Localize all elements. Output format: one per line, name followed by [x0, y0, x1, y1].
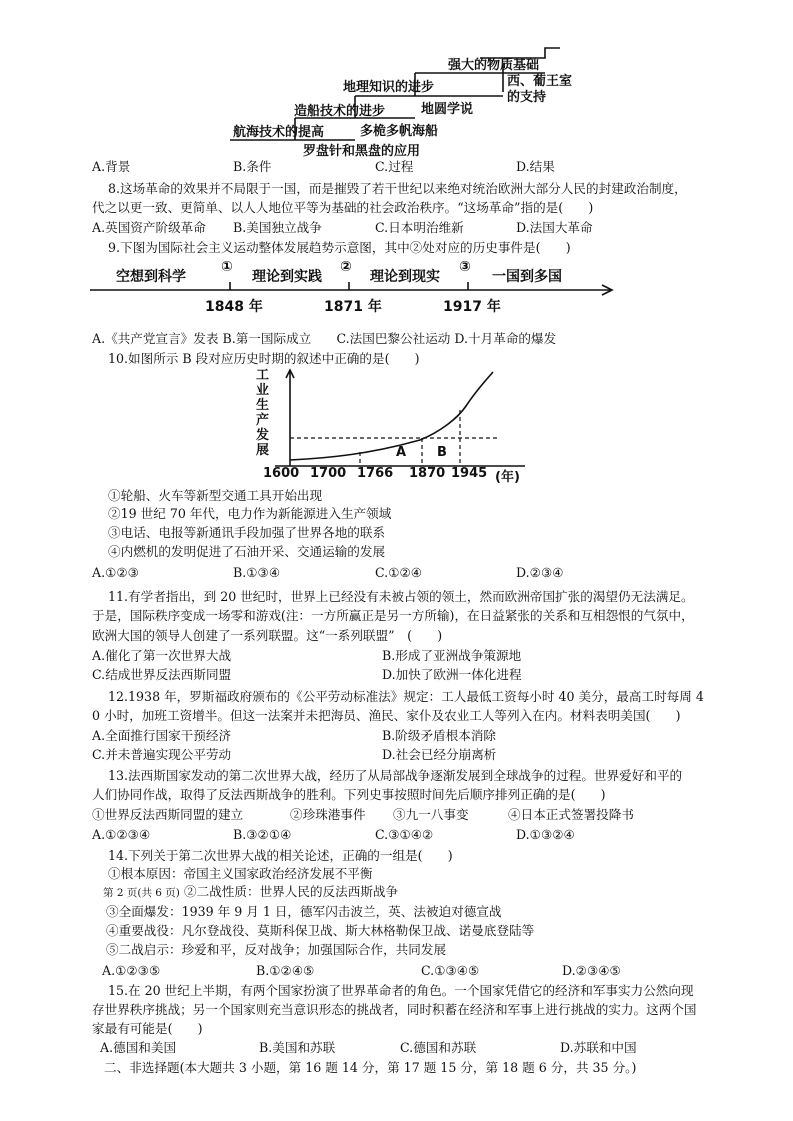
q9-options: A.《共产党宣言》发表 B.第一国际成立 C.法国巴黎公社运动 D.十月革命的爆发 — [92, 331, 557, 346]
growth-curve — [290, 372, 493, 460]
q15-stem-line2: 存世界秩序挑战；另一个国家则充当意识形态的挑战者，同时积蓄在经济和军事上进行挑战的实力。这两个国 — [92, 1002, 697, 1017]
q12-option-a: A.全面推行国家干预经济 — [92, 728, 232, 743]
q13-option-c: C.③①④② — [375, 827, 434, 842]
q13-option-a: A.①②③④ — [92, 827, 151, 842]
mark-2: ② — [340, 259, 352, 275]
stage-1: 空想到科学 — [116, 269, 186, 285]
q12-option-d: D.社会已经分崩离析 — [382, 747, 497, 762]
q12-option-c: C.并未普遍实现公平劳动 — [92, 747, 232, 762]
q13-item-1: ①世界反法西斯同盟的建立 — [92, 807, 244, 822]
q10-stem: 10.如图所示 B 段对应历史时期的叙述中正确的是( ) — [108, 351, 420, 366]
stair-step-2b: 西、葡王室 — [507, 74, 573, 89]
stage-4: 一国到多国 — [492, 269, 562, 285]
q14-item-3: ③全面爆发：1939 年 9 月 1 日，德军闪击波兰，英、法被迫对德宣战 — [106, 904, 502, 919]
q13-option-d: D.①③②④ — [516, 827, 575, 842]
q13-option-b: B.③②①④ — [233, 827, 292, 842]
mark-1: ① — [221, 259, 233, 275]
q11-option-a: A.催化了第一次世界大战 — [92, 648, 232, 663]
q12-stem-line1: 12.1938 年，罗斯福政府颁布的《公平劳动标准法》规定：工人最低工资每小时 40 美分，最高工时每周 4 — [108, 689, 704, 704]
xtick-1700: 1700 — [310, 466, 347, 481]
q11-option-c: C.结成世界反法西斯同盟 — [92, 667, 232, 682]
stair-step-3: 造船技术的进步 — [294, 104, 386, 119]
q15-option-d: D.苏联和中国 — [560, 1040, 637, 1055]
q10-option-b: B.①③④ — [233, 565, 281, 580]
stair-step-1: 强大的物质基础 — [448, 58, 540, 73]
q10-item-1: ①轮船、火车等新型交通工具开始出现 — [108, 488, 323, 503]
q14-stem: 14.下列关于第二次世界大战的相关论述，正确的一组是( ) — [108, 848, 453, 863]
q10-item-4: ④内燃机的发明促进了石油开采、交通运输的发展 — [108, 544, 386, 559]
stair-step-4: 航海技术的提高 — [233, 125, 325, 140]
year-1917: 1917 年 — [443, 299, 501, 315]
stage-2: 理论到实践 — [252, 269, 322, 285]
xunit: (年) — [495, 470, 520, 485]
stage-3: 理论到现实 — [370, 269, 440, 285]
q14-option-a: A.①②③⑤ — [102, 963, 161, 978]
chart-ylabel: 工业生产发展 — [256, 368, 270, 458]
q7-option-a: A.背景 — [92, 159, 131, 174]
q11-option-b: B.形成了亚洲战争策源地 — [382, 648, 522, 663]
segment-b-label: B — [437, 445, 447, 460]
stair-step-2: 地理知识的进步 — [343, 80, 435, 95]
q11-option-d: D.加快了欧洲一体化进程 — [382, 667, 522, 682]
q8-stem-line1: 8.这场革命的效果并不局限于一国，而是摧毁了若干世纪以来绝对统治欧洲大部分人民的封建政治制度， — [108, 181, 687, 196]
stair-step-5: 罗盘针和黑盘的应用 — [303, 144, 421, 159]
q14-item-1: ①根本原因：帝国主义国家政治经济发展不平衡 — [108, 866, 373, 881]
q8-option-d: D.法国大革命 — [516, 220, 593, 235]
q8-option-c: C.日本明治维新 — [375, 220, 464, 235]
q11-stem-line3: 欧洲大国的领导人创建了一系列联盟。这“一系列联盟” ( ) — [92, 628, 443, 643]
q15-option-c: C.德国和苏联 — [400, 1040, 477, 1055]
q14-option-c: C.①③④⑤ — [421, 963, 480, 978]
q14-item-4: ④重要战役：凡尔登战役、莫斯科保卫战、斯大林格勒保卫战、诺曼底登陆等 — [106, 923, 535, 938]
segment-a-label: A — [396, 445, 407, 460]
q10-option-a: A.①②③ — [92, 565, 139, 580]
q13-item-4: ④日本正式签署投降书 — [508, 807, 634, 822]
stair-step-2c: 的支持 — [507, 90, 547, 105]
q9-stem: 9.下图为国际社会主义运动整体发展趋势示意图，其中②处对应的历史事件是( ) — [108, 240, 571, 255]
q8-option-b: B.美国独立战争 — [233, 220, 322, 235]
q14-page-note: 第 2 页(共 6 页) — [103, 887, 180, 899]
q15-option-b: B.美国和苏联 — [259, 1040, 336, 1055]
q13-stem-line2: 人们协同作战，取得了反法西斯战争的胜利。下列史事按照时间先后顺序排列正确的是( ) — [92, 787, 606, 802]
xtick-1766: 1766 — [357, 466, 394, 481]
xtick-1945: 1945 — [451, 466, 488, 481]
q12-stem-line2: 0 小时，加班工资增半。但这一法案并未把海员、渔民、家仆及农业工人等列入在内。材料表明美国( ) — [92, 708, 681, 723]
q7-option-b: B.条件 — [233, 159, 272, 174]
q13-item-3: ③九一八事变 — [393, 807, 469, 822]
q10-item-2: ②19 世纪 70 年代，电力作为新能源进入生产领域 — [108, 506, 392, 521]
q12-option-b: B.阶级矛盾根本消除 — [382, 728, 497, 743]
q15-stem-line1: 15.在 20 世纪上半期，有两个国家扮演了世界革命者的角色。一个国家凭借它的经济和军事实力公然向现 — [108, 983, 694, 998]
stair-step-3b: 地圆学说 — [421, 102, 474, 117]
q7-option-c: C.过程 — [375, 159, 414, 174]
stair-step-4b: 多桅多帆海船 — [360, 124, 439, 139]
q15-stem-line3: 家最有可能是( ) — [92, 1021, 203, 1036]
year-1871: 1871 年 — [324, 299, 382, 315]
q13-stem-line1: 13.法西斯国家发动的第二次世界大战，经历了从局部战争逐渐发展到全球战争的过程。世界爱好和平的 — [108, 768, 683, 783]
q13-item-2: ②珍珠港事件 — [290, 807, 366, 822]
q10-item-3: ③电话、电报等新通讯手段加强了世界各地的联系 — [108, 525, 386, 540]
q14-item-5: ⑤二战启示：珍爱和平，反对战争；加强国际合作，共同发展 — [106, 942, 447, 957]
q14-option-d: D.②③④⑤ — [562, 963, 621, 978]
section-2-heading: 二、非选择题(本大题共 3 小题，第 16 题 14 分，第 17 题 15 分，第 18 题 6 分，共 35 分。) — [104, 1060, 637, 1075]
q15-option-a: A.德国和美国 — [100, 1040, 177, 1055]
q14-item-2: ②二战性质：世界人民的反法西斯战争 — [184, 884, 399, 899]
q10-option-c: C.①②④ — [375, 565, 423, 580]
year-1848: 1848 年 — [205, 299, 263, 315]
q14-option-b: B.①②④⑤ — [256, 963, 315, 978]
q10-option-d: D.②③④ — [516, 565, 564, 580]
mark-3: ③ — [459, 259, 471, 275]
q11-stem-line1: 11.有学者指出，到 20 世纪时，世界上已经没有未被占领的领土，然而欧洲帝国扩张的渴望仍无法满足。 — [108, 589, 694, 604]
q8-option-a: A.英国资产阶级革命 — [92, 220, 206, 235]
q11-stem-line2: 于是，国际秩序变成一场零和游戏(注：一方所赢正是另一方所输)，在日益紧张的关系和互相怨恨的气氛中， — [92, 608, 694, 623]
industrial-growth-chart — [0, 364, 793, 484]
q8-stem-line2: 代之以更一致、更简单、以人人地位平等为基础的社会政治秩序。“这场革命”指的是( ) — [92, 200, 594, 215]
xtick-1600: 1600 — [263, 466, 300, 481]
q7-option-d: D.结果 — [516, 159, 555, 174]
xtick-1870: 1870 — [409, 466, 446, 481]
